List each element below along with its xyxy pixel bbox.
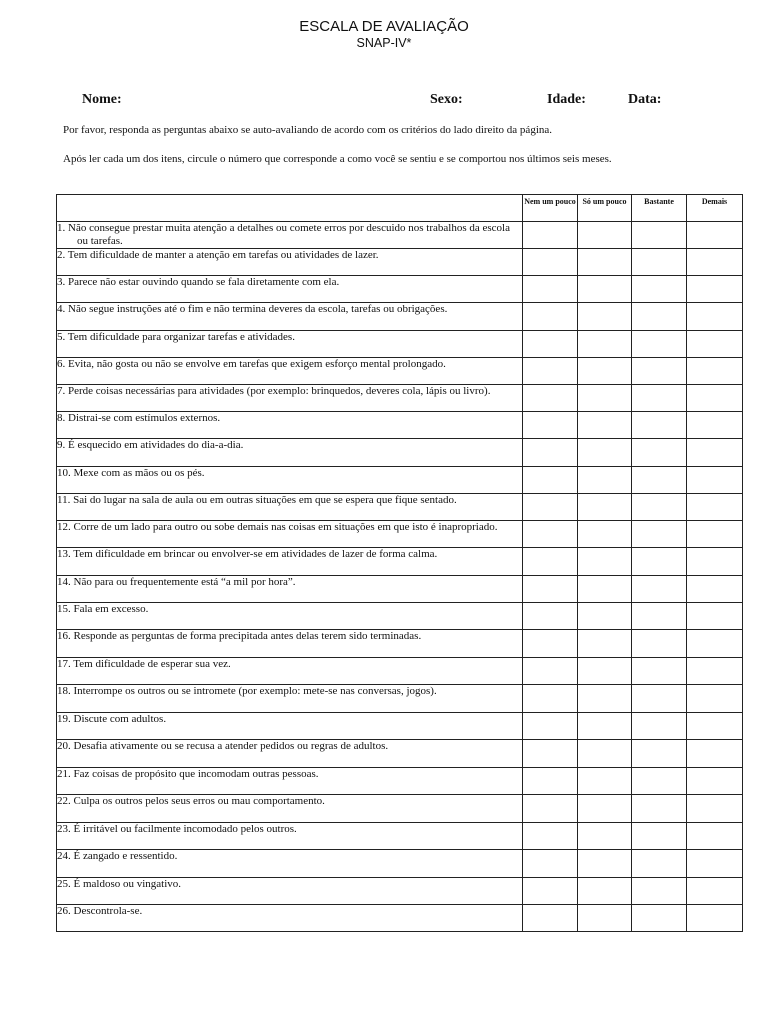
item-text: 23. É irritável ou facilmente incomodado pelos outros. bbox=[57, 823, 297, 835]
item-text-cell bbox=[57, 521, 523, 548]
rating-cell-bastante[interactable] bbox=[632, 331, 687, 358]
item-text-cell bbox=[57, 685, 523, 713]
rating-cell-demais[interactable] bbox=[687, 358, 743, 385]
item-text-cell bbox=[57, 630, 523, 658]
table-row bbox=[57, 823, 743, 850]
rating-cell-demais[interactable] bbox=[687, 467, 743, 494]
rating-cell-demais[interactable] bbox=[687, 521, 743, 548]
rating-cell-demais[interactable] bbox=[687, 222, 743, 249]
item-text-cell bbox=[57, 658, 523, 685]
table-row bbox=[57, 768, 743, 795]
rating-cell-so-um-pouco[interactable] bbox=[578, 276, 632, 303]
rating-cell-demais[interactable] bbox=[687, 439, 743, 467]
item-text: 18. Interrompe os outros ou se intromete (por exemplo: mete-se nas conversas, jogos). bbox=[57, 685, 437, 697]
rating-cell-nem-um-pouco[interactable] bbox=[523, 768, 578, 795]
table-row bbox=[57, 439, 743, 467]
item-text-cell bbox=[57, 494, 523, 521]
column-header-so-um-pouco: Só um pouco bbox=[578, 195, 632, 222]
rating-cell-demais[interactable] bbox=[687, 331, 743, 358]
rating-cell-nem-um-pouco[interactable] bbox=[523, 412, 578, 439]
rating-cell-bastante[interactable] bbox=[632, 276, 687, 303]
rating-cell-so-um-pouco[interactable] bbox=[578, 795, 632, 823]
column-header-bastante: Bastante bbox=[632, 195, 687, 222]
table-row bbox=[57, 548, 743, 576]
table-row bbox=[57, 249, 743, 276]
item-text: 16. Responde as perguntas de forma precipitada antes delas terem sido terminadas. bbox=[57, 630, 422, 642]
item-text-cell bbox=[57, 548, 523, 576]
page-title: ESCALA DE AVALIAÇÃO bbox=[299, 18, 469, 35]
item-text-cell bbox=[57, 276, 523, 303]
rating-cell-demais[interactable] bbox=[687, 548, 743, 576]
rating-cell-so-um-pouco[interactable] bbox=[578, 878, 632, 905]
column-header-nem-um-pouco: Nem um pouco bbox=[523, 195, 578, 222]
column-header-demais: Demais bbox=[687, 195, 743, 222]
item-text-cell bbox=[57, 795, 523, 823]
age-field-label: Idade: bbox=[547, 92, 586, 107]
item-text: 25. É maldoso ou vingativo. bbox=[57, 878, 182, 890]
rating-cell-nem-um-pouco[interactable] bbox=[523, 905, 578, 932]
rating-cell-nem-um-pouco[interactable] bbox=[523, 878, 578, 905]
item-text-cell bbox=[57, 740, 523, 768]
rating-cell-so-um-pouco[interactable] bbox=[578, 685, 632, 713]
table-row bbox=[57, 576, 743, 603]
rating-cell-so-um-pouco[interactable] bbox=[578, 850, 632, 878]
rating-cell-bastante[interactable] bbox=[632, 630, 687, 658]
rating-table bbox=[56, 194, 743, 932]
rating-cell-bastante[interactable] bbox=[632, 222, 687, 249]
item-text: 22. Culpa os outros pelos seus erros ou mau comportamento. bbox=[57, 795, 325, 807]
rating-cell-bastante[interactable] bbox=[632, 494, 687, 521]
rating-cell-demais[interactable] bbox=[687, 576, 743, 603]
item-text: 4. Não segue instruções até o fim e não termina deveres da escola, tarefas ou obrigações. bbox=[57, 303, 448, 315]
item-text-cell bbox=[57, 439, 523, 467]
rating-cell-demais[interactable] bbox=[687, 303, 743, 331]
item-text-cell bbox=[57, 467, 523, 494]
item-text: 9. É esquecido em atividades do dia-a-dia. bbox=[57, 439, 244, 451]
item-text: 6. Evita, não gosta ou não se envolve em tarefas que exigem esforço mental prolongado. bbox=[57, 358, 446, 370]
rating-cell-demais[interactable] bbox=[687, 603, 743, 630]
rating-cell-nem-um-pouco[interactable] bbox=[523, 249, 578, 276]
item-text-cell bbox=[57, 850, 523, 878]
item-text: 19. Discute com adultos. bbox=[57, 713, 167, 725]
rating-cell-nem-um-pouco[interactable] bbox=[523, 576, 578, 603]
rating-cell-nem-um-pouco[interactable] bbox=[523, 713, 578, 740]
rating-cell-so-um-pouco[interactable] bbox=[578, 768, 632, 795]
table-row bbox=[57, 521, 743, 548]
rating-cell-bastante[interactable] bbox=[632, 576, 687, 603]
table-row bbox=[57, 713, 743, 740]
table-row bbox=[57, 467, 743, 494]
table-row bbox=[57, 222, 743, 249]
item-text: 12. Corre de um lado para outro ou sobe demais nas coisas em situações em que isto é inapropriado. bbox=[57, 521, 498, 533]
item-text: 17. Tem dificuldade de esperar sua vez. bbox=[57, 658, 231, 670]
rating-cell-nem-um-pouco[interactable] bbox=[523, 439, 578, 467]
rating-cell-so-um-pouco[interactable] bbox=[578, 494, 632, 521]
item-text-cell bbox=[57, 768, 523, 795]
rating-cell-demais[interactable] bbox=[687, 850, 743, 878]
table-row bbox=[57, 630, 743, 658]
rating-cell-demais[interactable] bbox=[687, 905, 743, 932]
item-text: 8. Distrai-se com estímulos externos. bbox=[57, 412, 221, 424]
rating-cell-so-um-pouco[interactable] bbox=[578, 249, 632, 276]
item-text: 7. Perde coisas necessárias para atividades (por exemplo: brinquedos, deveres cola, lápis ou livro). bbox=[57, 385, 491, 397]
rating-cell-bastante[interactable] bbox=[632, 412, 687, 439]
table-row bbox=[57, 494, 743, 521]
rating-cell-bastante[interactable] bbox=[632, 548, 687, 576]
page-subtitle: SNAP-IV* bbox=[356, 36, 412, 50]
rating-cell-bastante[interactable] bbox=[632, 823, 687, 850]
rating-cell-so-um-pouco[interactable] bbox=[578, 222, 632, 249]
table-row bbox=[57, 603, 743, 630]
rating-cell-bastante[interactable] bbox=[632, 850, 687, 878]
rating-cell-so-um-pouco[interactable] bbox=[578, 740, 632, 768]
instruction-line-2: Após ler cada um dos itens, circule o número que corresponde a como você se sentiu e se comportou nos últimos seis meses. bbox=[63, 153, 612, 165]
rating-cell-nem-um-pouco[interactable] bbox=[523, 276, 578, 303]
rating-cell-bastante[interactable] bbox=[632, 521, 687, 548]
rating-cell-nem-um-pouco[interactable] bbox=[523, 358, 578, 385]
rating-cell-bastante[interactable] bbox=[632, 713, 687, 740]
item-text: 11. Sai do lugar na sala de aula ou em outras situações em que se espera que fique sentado. bbox=[57, 494, 457, 506]
item-text-cell bbox=[57, 222, 523, 249]
rating-cell-bastante[interactable] bbox=[632, 795, 687, 823]
table-row bbox=[57, 358, 743, 385]
rating-cell-demais[interactable] bbox=[687, 740, 743, 768]
table-row bbox=[57, 412, 743, 439]
rating-cell-so-um-pouco[interactable] bbox=[578, 630, 632, 658]
rating-cell-bastante[interactable] bbox=[632, 358, 687, 385]
item-text: 3. Parece não estar ouvindo quando se fala diretamente com ela. bbox=[57, 276, 340, 288]
item-text-cell bbox=[57, 905, 523, 932]
item-text-cell bbox=[57, 249, 523, 276]
item-text: 10. Mexe com as mãos ou os pés. bbox=[57, 467, 205, 479]
table-body bbox=[57, 222, 743, 932]
item-text-cell bbox=[57, 303, 523, 331]
name-field-label: Nome: bbox=[82, 92, 122, 107]
rating-cell-so-um-pouco[interactable] bbox=[578, 823, 632, 850]
item-text: 20. Desafia ativamente ou se recusa a atender pedidos ou regras de adultos. bbox=[57, 740, 389, 752]
rating-cell-bastante[interactable] bbox=[632, 740, 687, 768]
rating-cell-demais[interactable] bbox=[687, 385, 743, 412]
instruction-line-1: Por favor, responda as perguntas abaixo se auto-avaliando de acordo com os critérios do lado direito da página. bbox=[63, 124, 553, 136]
item-text-cell bbox=[57, 331, 523, 358]
rating-cell-demais[interactable] bbox=[687, 823, 743, 850]
rating-cell-nem-um-pouco[interactable] bbox=[523, 658, 578, 685]
rating-cell-so-um-pouco[interactable] bbox=[578, 331, 632, 358]
date-field-label: Data: bbox=[628, 92, 662, 107]
table-row bbox=[57, 795, 743, 823]
item-text: 5. Tem dificuldade para organizar tarefas e atividades. bbox=[57, 331, 295, 343]
rating-cell-bastante[interactable] bbox=[632, 385, 687, 412]
item-text: 14. Não para ou frequentemente está “a mil por hora”. bbox=[57, 576, 296, 588]
rating-cell-nem-um-pouco[interactable] bbox=[523, 385, 578, 412]
item-text-cell bbox=[57, 412, 523, 439]
rating-cell-bastante[interactable] bbox=[632, 768, 687, 795]
rating-cell-so-um-pouco[interactable] bbox=[578, 467, 632, 494]
rating-cell-demais[interactable] bbox=[687, 685, 743, 713]
item-text: 26. Descontrola-se. bbox=[57, 905, 143, 917]
rating-cell-nem-um-pouco[interactable] bbox=[523, 303, 578, 331]
sex-field-label: Sexo: bbox=[430, 92, 463, 107]
table-row bbox=[57, 878, 743, 905]
table-row bbox=[57, 740, 743, 768]
rating-cell-demais[interactable] bbox=[687, 878, 743, 905]
rating-cell-nem-um-pouco[interactable] bbox=[523, 823, 578, 850]
rating-cell-nem-um-pouco[interactable] bbox=[523, 685, 578, 713]
table-header-row bbox=[57, 195, 743, 222]
rating-cell-nem-um-pouco[interactable] bbox=[523, 603, 578, 630]
rating-cell-so-um-pouco[interactable] bbox=[578, 576, 632, 603]
item-text-cell bbox=[57, 823, 523, 850]
rating-cell-bastante[interactable] bbox=[632, 439, 687, 467]
rating-cell-demais[interactable] bbox=[687, 795, 743, 823]
table-row bbox=[57, 685, 743, 713]
rating-cell-bastante[interactable] bbox=[632, 303, 687, 331]
table-row bbox=[57, 658, 743, 685]
table-row bbox=[57, 850, 743, 878]
rating-cell-nem-um-pouco[interactable] bbox=[523, 850, 578, 878]
rating-cell-bastante[interactable] bbox=[632, 467, 687, 494]
rating-cell-so-um-pouco[interactable] bbox=[578, 412, 632, 439]
rating-cell-demais[interactable] bbox=[687, 768, 743, 795]
rating-cell-so-um-pouco[interactable] bbox=[578, 603, 632, 630]
rating-cell-nem-um-pouco[interactable] bbox=[523, 740, 578, 768]
item-text-cell bbox=[57, 603, 523, 630]
rating-cell-bastante[interactable] bbox=[632, 685, 687, 713]
rating-cell-nem-um-pouco[interactable] bbox=[523, 521, 578, 548]
item-text-cell bbox=[57, 358, 523, 385]
item-text: 13. Tem dificuldade em brincar ou envolver-se em atividades de lazer de forma calma. bbox=[57, 548, 438, 560]
rating-cell-bastante[interactable] bbox=[632, 905, 687, 932]
table-row bbox=[57, 385, 743, 412]
item-text-cell bbox=[57, 385, 523, 412]
rating-cell-so-um-pouco[interactable] bbox=[578, 905, 632, 932]
rating-cell-so-um-pouco[interactable] bbox=[578, 713, 632, 740]
table-row bbox=[57, 303, 743, 331]
item-column-header bbox=[57, 195, 523, 222]
rating-cell-bastante[interactable] bbox=[632, 603, 687, 630]
rating-cell-so-um-pouco[interactable] bbox=[578, 439, 632, 467]
rating-cell-so-um-pouco[interactable] bbox=[578, 521, 632, 548]
rating-cell-nem-um-pouco[interactable] bbox=[523, 331, 578, 358]
rating-cell-so-um-pouco[interactable] bbox=[578, 658, 632, 685]
rating-cell-bastante[interactable] bbox=[632, 249, 687, 276]
rating-cell-bastante[interactable] bbox=[632, 658, 687, 685]
rating-cell-nem-um-pouco[interactable] bbox=[523, 494, 578, 521]
rating-cell-bastante[interactable] bbox=[632, 878, 687, 905]
rating-cell-nem-um-pouco[interactable] bbox=[523, 795, 578, 823]
item-text: 1. Não consegue prestar muita atenção a detalhes ou comete erros por descuido nos trabalhos da escola ou tarefas. bbox=[57, 222, 510, 247]
item-text: 21. Faz coisas de propósito que incomodam outras pessoas. bbox=[57, 768, 319, 780]
table-row bbox=[57, 905, 743, 932]
item-text: 2. Tem dificuldade de manter a atenção em tarefas ou atividades de lazer. bbox=[57, 249, 379, 261]
table-row bbox=[57, 276, 743, 303]
rating-cell-nem-um-pouco[interactable] bbox=[523, 467, 578, 494]
rating-cell-nem-um-pouco[interactable] bbox=[523, 630, 578, 658]
rating-cell-so-um-pouco[interactable] bbox=[578, 385, 632, 412]
item-text: 15. Fala em excesso. bbox=[57, 603, 149, 615]
item-text: 24. É zangado e ressentido. bbox=[57, 850, 178, 862]
rating-cell-so-um-pouco[interactable] bbox=[578, 548, 632, 576]
rating-cell-demais[interactable] bbox=[687, 249, 743, 276]
item-text-cell bbox=[57, 878, 523, 905]
rating-cell-demais[interactable] bbox=[687, 630, 743, 658]
rating-cell-demais[interactable] bbox=[687, 658, 743, 685]
item-text-cell bbox=[57, 713, 523, 740]
rating-cell-nem-um-pouco[interactable] bbox=[523, 548, 578, 576]
rating-cell-demais[interactable] bbox=[687, 713, 743, 740]
table-row bbox=[57, 331, 743, 358]
rating-cell-so-um-pouco[interactable] bbox=[578, 303, 632, 331]
rating-cell-nem-um-pouco[interactable] bbox=[523, 222, 578, 249]
rating-cell-demais[interactable] bbox=[687, 494, 743, 521]
item-text-cell bbox=[57, 576, 523, 603]
rating-cell-demais[interactable] bbox=[687, 412, 743, 439]
rating-cell-so-um-pouco[interactable] bbox=[578, 358, 632, 385]
rating-cell-demais[interactable] bbox=[687, 276, 743, 303]
